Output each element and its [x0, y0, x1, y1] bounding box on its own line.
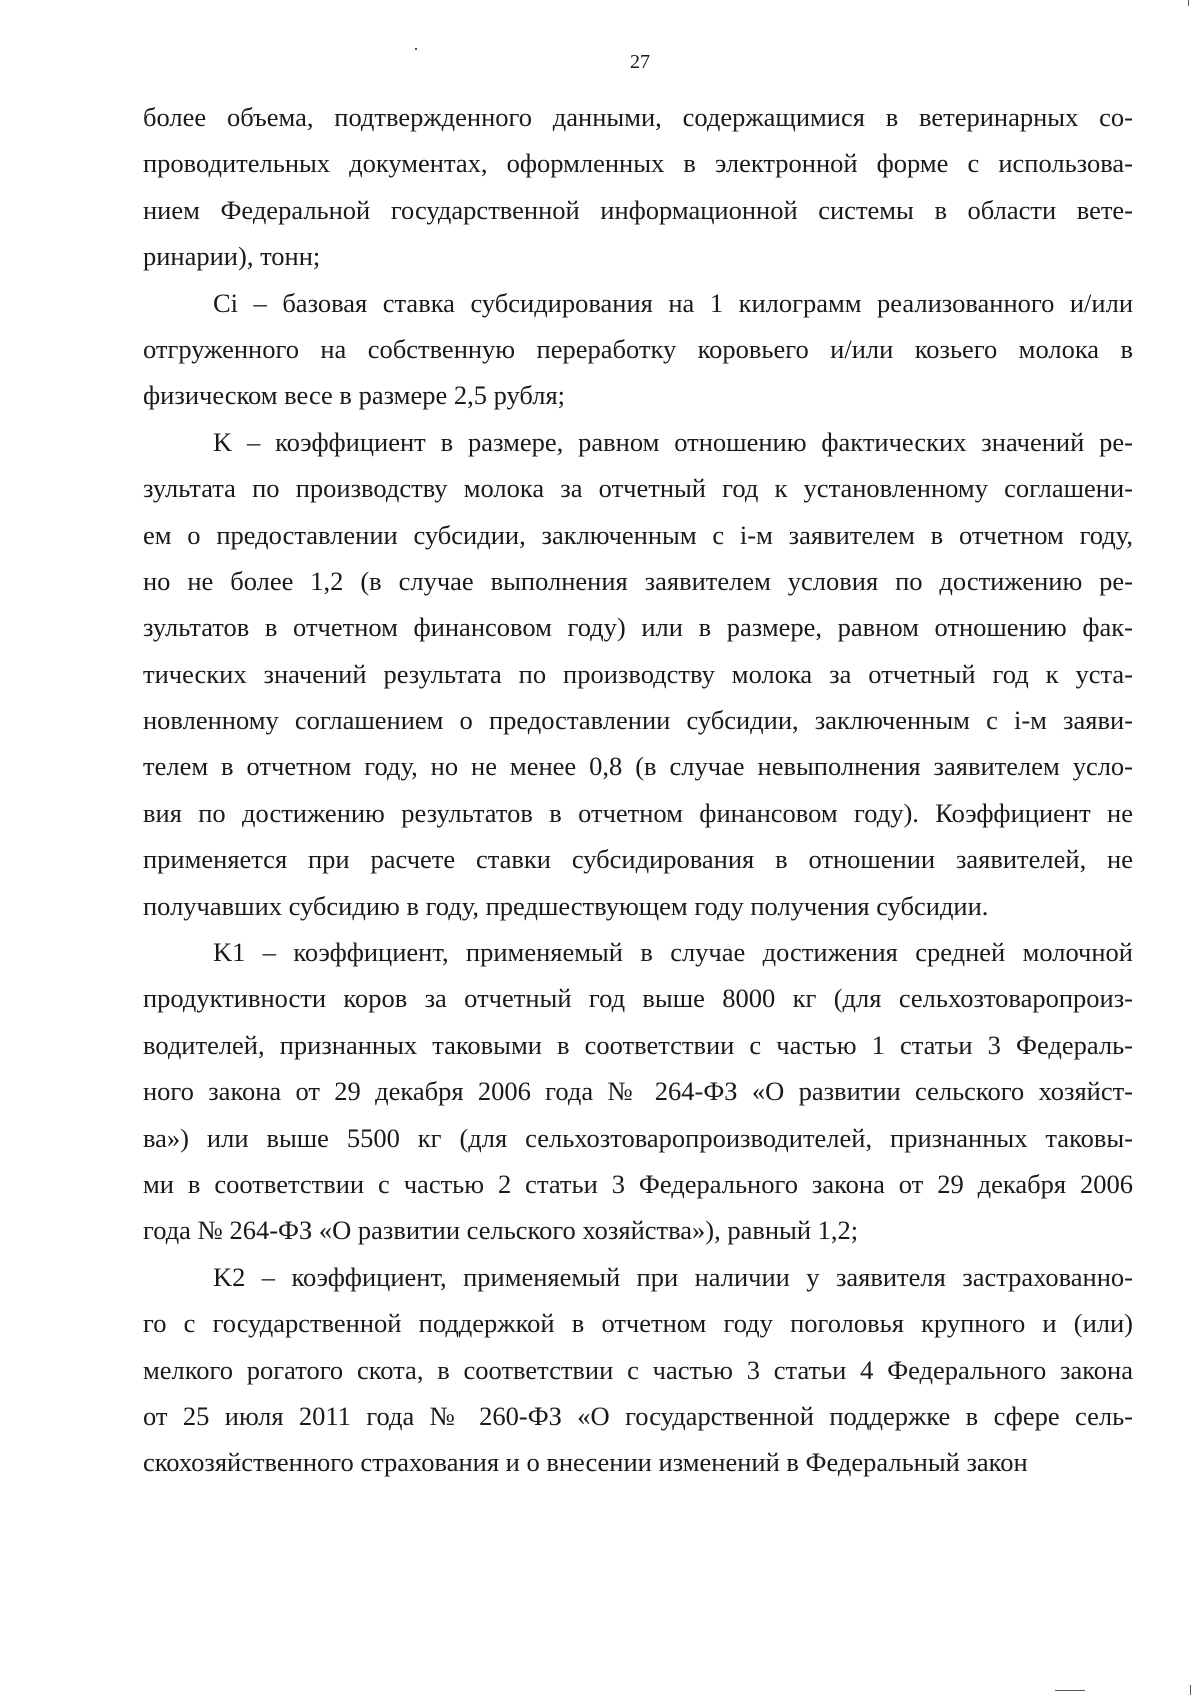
text-line: от 25 июля 2011 года № 260-ФЗ «О государственной поддержке в сфере сель-	[143, 1400, 1133, 1431]
text-line: получавших субсидию в году, предшествующем году получения субсидии.	[143, 890, 989, 921]
text-line: физическом весе в размере 2,5 рубля;	[143, 380, 565, 411]
text-line: телем в отчетном году, но не менее 0,8 (в случае невыполнения заявителем усло-	[143, 751, 1133, 782]
paragraph	[143, 419, 1133, 929]
text-line: K – коэффициент в размере, равном отношению фактических значений ре-	[213, 426, 1133, 457]
text-line: K1 – коэффициент, применяемый в случае достижения средней молочной	[213, 937, 1133, 968]
text-line: вия по достижению результатов в отчетном финансовом году). Коэффициент не	[143, 797, 1133, 828]
scan-speck	[1188, 0, 1189, 6]
paragraph	[143, 1254, 1133, 1486]
page-number: 27	[630, 51, 650, 73]
paragraph	[143, 280, 1133, 419]
text-line: го с государственной поддержкой в отчетном году поголовья крупного и (или)	[143, 1308, 1133, 1339]
text-line: скохозяйственного страхования и о внесении изменений в Федеральный закон	[143, 1447, 1028, 1478]
text-line: проводительных документах, оформленных в электронной форме с использова-	[143, 148, 1133, 179]
text-line: K2 – коэффициент, применяемый при наличии у заявителя застрахованно-	[213, 1261, 1133, 1292]
text-line: новленному соглашением о предоставлении субсидии, заключенным с i-м заяви-	[143, 705, 1133, 736]
text-line: тических значений результата по производству молока за отчетный год к уста-	[143, 658, 1133, 689]
text-line: ем о предоставлении субсидии, заключенным с i-м заявителем в отчетном году,	[143, 519, 1133, 550]
text-line: но не более 1,2 (в случае выполнения заявителем условия по достижению ре-	[143, 565, 1133, 596]
text-line: ного закона от 29 декабря 2006 года № 264-ФЗ «О развитии сельского хозяйст-	[143, 1076, 1133, 1107]
text-line: зультатов в отчетном финансовом году) или в размере, равном отношению фак-	[143, 612, 1133, 643]
text-line: мелкого рогатого скота, в соответствии с частью 3 статьи 4 Федерального закона	[143, 1354, 1133, 1385]
text-line: применяется при расчете ставки субсидирования в отношении заявителей, не	[143, 844, 1133, 875]
text-line: отгруженного на собственную переработку коровьего и/или козьего молока в	[143, 333, 1133, 364]
text-line: водителей, признанных таковыми в соответствии с частью 1 статьи 3 Федераль-	[143, 1029, 1133, 1060]
text-line: зультата по производству молока за отчетный год к установленному соглашени-	[143, 473, 1133, 504]
scan-speck	[1055, 1690, 1085, 1691]
scan-speck	[415, 48, 417, 50]
text-line: Ci – базовая ставка субсидирования на 1 килограмм реализованного и/или	[213, 287, 1133, 318]
text-line: ринарии), тонн;	[143, 241, 321, 272]
document-body	[143, 94, 1133, 1486]
text-line: года № 264-ФЗ «О развитии сельского хозяйства»), равный 1,2;	[143, 1215, 859, 1246]
text-line: более объема, подтвержденного данными, содержащимися в ветеринарных со-	[143, 102, 1133, 132]
paragraph	[143, 929, 1133, 1254]
text-line: ми в соответствии с частью 2 статьи 3 Федерального закона от 29 декабря 2006	[143, 1168, 1133, 1199]
scan-speck	[1190, 1685, 1191, 1695]
text-line: продуктивности коров за отчетный год выше 8000 кг (для сельхозтоваропроиз-	[143, 983, 1133, 1014]
paragraph	[143, 94, 1133, 280]
text-line: ва») или выше 5500 кг (для сельхозтоваропроизводителей, признанных таковы-	[143, 1122, 1133, 1153]
text-line: нием Федеральной государственной информационной системы в области вете-	[143, 194, 1133, 225]
